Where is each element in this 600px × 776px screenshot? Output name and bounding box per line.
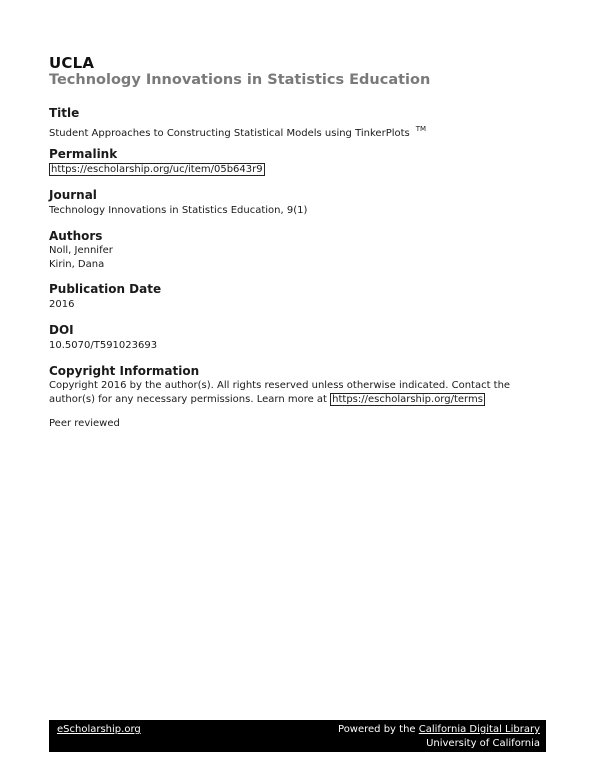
copyright-line-2-text: author(s) for any necessary permissions. Learn more at [49, 394, 331, 405]
series-title: Technology Innovations in Statistics Education [49, 72, 431, 88]
pubdate-value: 2016 [49, 299, 75, 310]
powered-by [338, 724, 540, 735]
permalink-row [49, 163, 265, 177]
title-label: Title [49, 106, 80, 120]
permalink-link[interactable]: https://escholarship.org/uc/item/05b643r9 [51, 164, 263, 175]
footer-bar [49, 720, 546, 752]
university-name: University of California [426, 738, 540, 749]
permalink-label: Permalink [49, 147, 118, 161]
author-1: Noll, Jennifer [49, 245, 113, 256]
title-text: Student Approaches to Constructing Statistical Models using TinkerPlots [49, 128, 410, 139]
copyright-line-2 [49, 393, 554, 407]
terms-link[interactable]: https://escholarship.org/terms [332, 394, 483, 405]
journal-value: Technology Innovations in Statistics Education, 9(1) [49, 205, 308, 216]
doi-value: 10.5070/T591023693 [49, 340, 158, 351]
powered-by-text: Powered by the [338, 724, 419, 735]
authors-label: Authors [49, 229, 103, 243]
journal-label: Journal [49, 188, 97, 202]
pubdate-label: Publication Date [49, 282, 162, 296]
doi-label: DOI [49, 323, 74, 337]
copyright-label: Copyright Information [49, 364, 200, 378]
escholarship-link[interactable]: eScholarship.org [57, 724, 141, 735]
institution-name: UCLA [49, 54, 95, 72]
copyright-line-1: Copyright 2016 by the author(s). All rights reserved unless otherwise indicated. Contact the [49, 380, 511, 391]
peer-reviewed: Peer reviewed [49, 418, 120, 429]
cdl-link[interactable]: California Digital Library [418, 724, 540, 735]
title-value [49, 122, 426, 141]
trademark-mark: TM [415, 125, 427, 133]
author-2: Kirin, Dana [49, 259, 105, 270]
copyright-text [49, 379, 554, 407]
